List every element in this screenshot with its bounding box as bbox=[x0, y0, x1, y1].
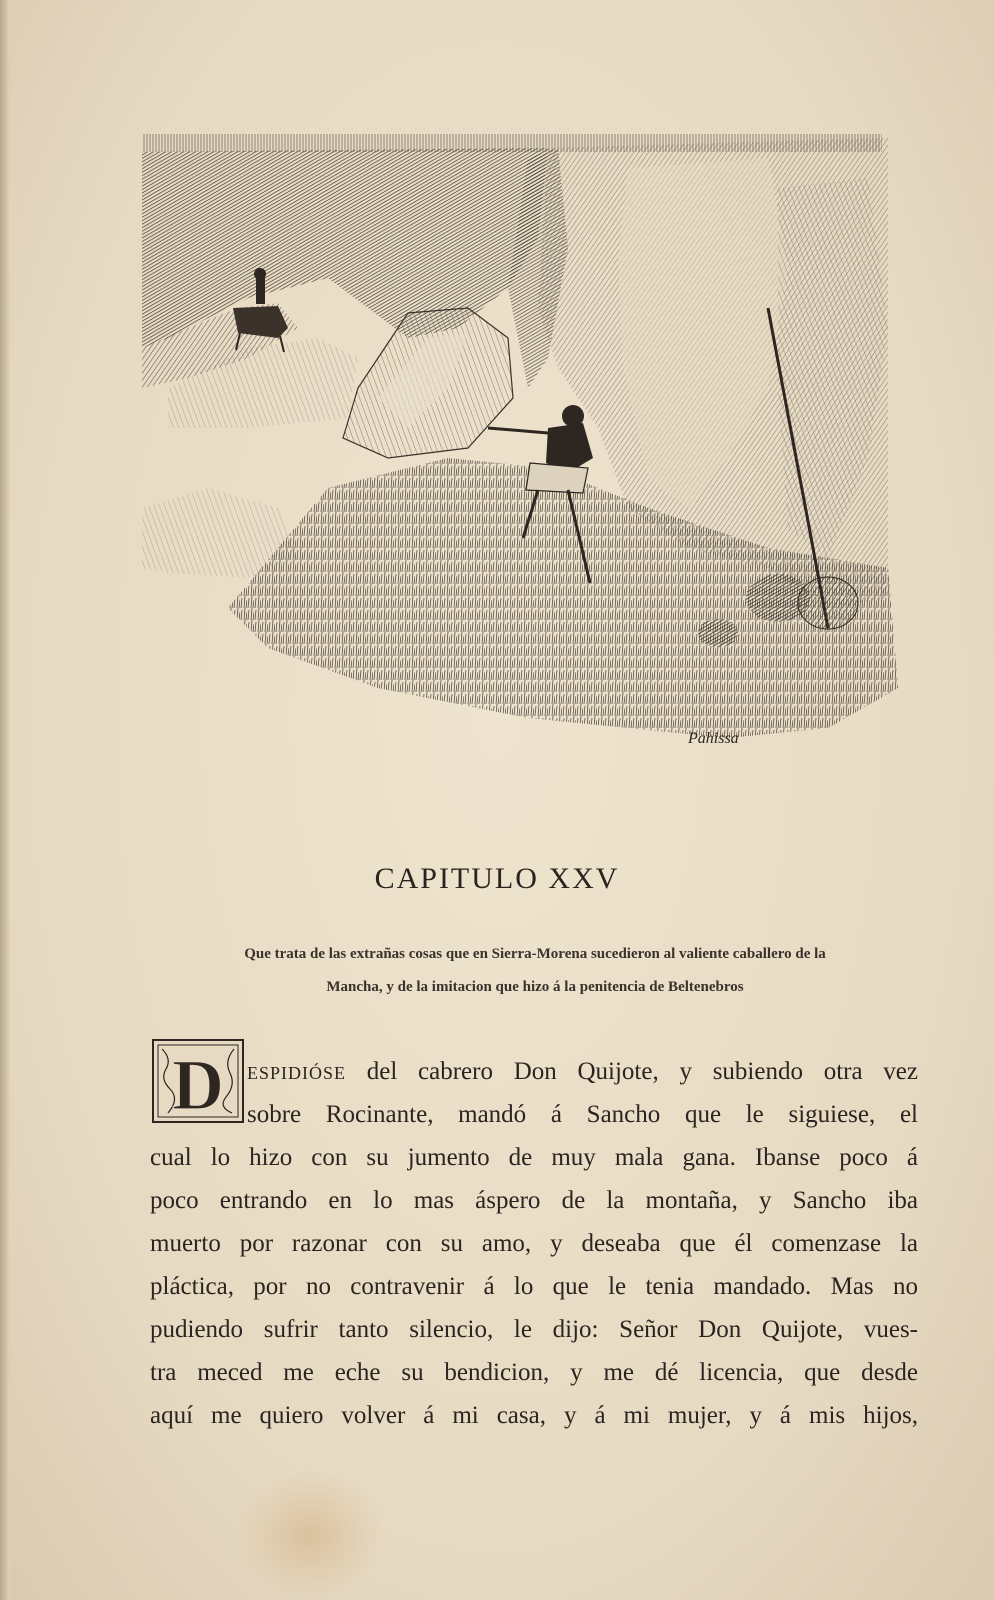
body-text bbox=[150, 1050, 918, 1437]
first-line-text: del cabrero Don Quijote, y subiendo otra vez bbox=[346, 1058, 918, 1085]
text-line: tra meced me eche su bendicion, y me dé licencia, que desde bbox=[150, 1359, 918, 1386]
text-line: poco entrando en lo mas áspero de la montaña, y Sancho iba bbox=[150, 1187, 918, 1214]
text-line: cual lo hizo con su jumento de muy mala gana. Ibanse poco á bbox=[150, 1144, 918, 1171]
smallcaps-word: ESPIDIÓSE bbox=[247, 1063, 347, 1083]
page-spine-edge bbox=[0, 0, 10, 1600]
text-line: muerto por razonar con su amo, y deseaba que él comenzase la bbox=[150, 1230, 918, 1257]
text-line: pudiendo sufrir tanto silencio, le dijo: Señor Don Quijote, vues- bbox=[150, 1316, 918, 1343]
engraving-illustration bbox=[128, 128, 928, 773]
text-line: pláctica, por no contravenir á lo que le tenia mandado. Mas no bbox=[150, 1273, 918, 1300]
text-line bbox=[247, 1050, 918, 1093]
subtitle-line: Que trata de las extrañas cosas que en Sierra-Morena sucedieron al valiente caballero de la bbox=[244, 946, 826, 962]
paper-stain bbox=[235, 1470, 385, 1600]
text-line: sobre Rocinante, mandó á Sancho que le siguiese, el bbox=[247, 1101, 918, 1128]
artist-signature: Pahissa bbox=[688, 730, 739, 747]
drop-cap-letter: D bbox=[172, 1045, 224, 1123]
tree-foliage bbox=[142, 148, 548, 348]
chapter-title: CAPITULO XXV bbox=[374, 862, 620, 895]
subtitle-line: Mancha, y de la imitacion que hizo á la penitencia de Beltenebros bbox=[326, 979, 744, 995]
text-line: aquí me quiero volver á mi casa, y á mi mujer, y á mis hijos, bbox=[150, 1402, 918, 1429]
chapter-subtitle bbox=[180, 938, 890, 1004]
